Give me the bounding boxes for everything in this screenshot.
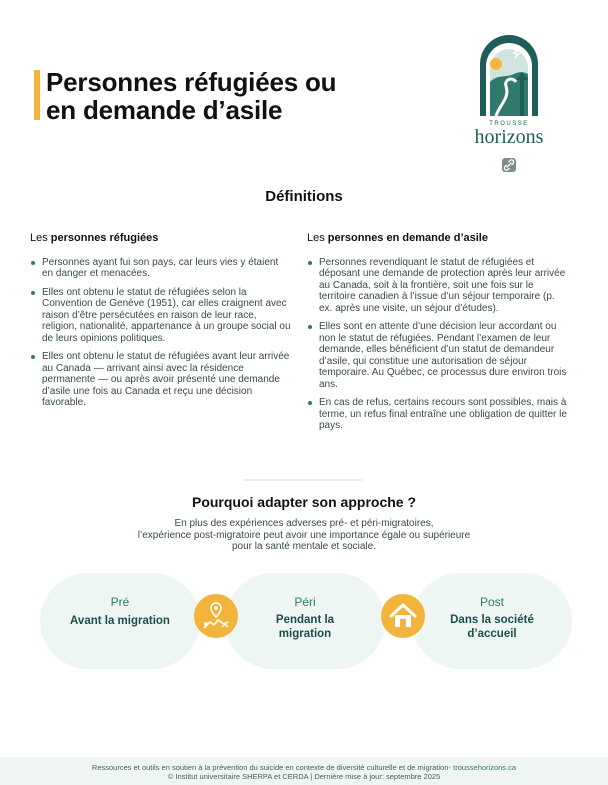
stage-peri [225, 573, 385, 669]
title-accent-bar [34, 70, 40, 120]
horizons-logo [466, 24, 556, 174]
why-subtitle-line-3: pour la santé mentale et sociale. [232, 541, 376, 552]
house-icon [381, 594, 425, 638]
stage-text-line-2: d’accueil [467, 628, 517, 640]
list-item: Elles ont obtenu le statut de réfugiées avant leur arrivée au Canada — arrivant ainsi avec la résidence permanente — ou après avoir présenté une demande d’asile une fois au Canada et reçu une décision favorable. [30, 351, 292, 409]
stage-text-line-2: migration [278, 628, 332, 640]
stage-text-line-1: Pendant la [275, 614, 335, 626]
map-travel-icon [194, 594, 238, 638]
logo-small-text: TROUSSE [489, 121, 529, 127]
link-icon[interactable] [502, 158, 516, 172]
refugees-heading-bold: personnes réfugiées [50, 232, 159, 244]
asylum-column [307, 233, 569, 439]
asylum-heading-bold: personnes en demande d’asile [327, 232, 488, 244]
refugees-heading-prefix: Les [30, 232, 51, 244]
list-item: Personnes revendiquant le statut de réfugiées et déposant une demande de protection après leur arrivée au Canada, soit à la frontière, soit une fois sur le territoire canadien à l’issue d’un séjour temporaire (p. ex. après une visite, un séjour d’études). [307, 257, 569, 315]
footer-description: Ressources et outils en soutien à la prévention du suicide en contexte de diversité culturelle et de migration [91, 763, 449, 772]
footer-line-1 [0, 763, 608, 772]
asylum-heading-prefix: Les [307, 232, 328, 244]
footer [0, 757, 608, 785]
list-item: Personnes ayant fui son pays, car leurs vies y étaient en danger et menacées. [30, 257, 292, 280]
stage-text-line-1: Dans la société [450, 614, 534, 626]
footer-separator: • [448, 763, 452, 772]
refugees-heading [30, 233, 292, 245]
why-subtitle-line-1: En plus des expériences adverses pré- et péri-migratoires, [174, 518, 434, 529]
list-item: Elles sont en attente d’une décision leur accordant ou non le statut de réfugiées. Pendant l’examen de leur demande, elles bénéficient d’un statut de demandeur d’asile, qui constitue une autorisation de séjour temporaire. Au Québec, ce processus dure environ trois ans. [307, 321, 569, 390]
stage-label: Pré [110, 595, 130, 609]
horizons-emblem-icon [466, 24, 552, 120]
list-item: Elles ont obtenu le statut de réfugiées selon la Convention de Genève (1951), car elles craignent avec raison d’être persécutées en raison de leur race, religion, nationalité, appartenance à un groupe social ou de leurs opinions politiques. [30, 287, 292, 345]
list-item: En cas de refus, certains recours sont possibles, mais à terme, un refus final entraîne une obligation de quitter le pays. [307, 397, 569, 432]
page-title [46, 68, 336, 124]
refugees-list [30, 257, 292, 409]
asylum-heading [307, 233, 569, 245]
refugees-column [30, 233, 292, 416]
footer-site-link[interactable]: troussehorizons.ca [451, 763, 517, 772]
title-block [34, 67, 394, 125]
why-subtitle-line-2: l’expérience post-migratoire peut avoir une importance égale ou supérieure [137, 529, 471, 541]
page-title-line-2: en demande d’asile [46, 95, 283, 125]
why-title: Pourquoi adapter son approche ? [191, 494, 417, 510]
stage-label: Péri [294, 595, 316, 609]
stage-text [225, 613, 385, 641]
definitions-title: Définitions [265, 188, 343, 205]
stage-text [412, 613, 572, 641]
stage-post [412, 573, 572, 669]
stage-label: Post [479, 595, 504, 609]
why-subtitle [0, 518, 608, 553]
stage-pre [40, 573, 200, 669]
stage-text: Avant la migration [70, 615, 170, 627]
section-divider [244, 479, 362, 481]
logo-name: horizons [474, 126, 544, 148]
asylum-list [307, 257, 569, 432]
page-title-line-1: Personnes réfugiées ou [46, 67, 337, 97]
footer-line-2: © Institut universitaire SHERPA et CERDA | Dernière mise à jour: septembre 2025 [167, 772, 441, 781]
